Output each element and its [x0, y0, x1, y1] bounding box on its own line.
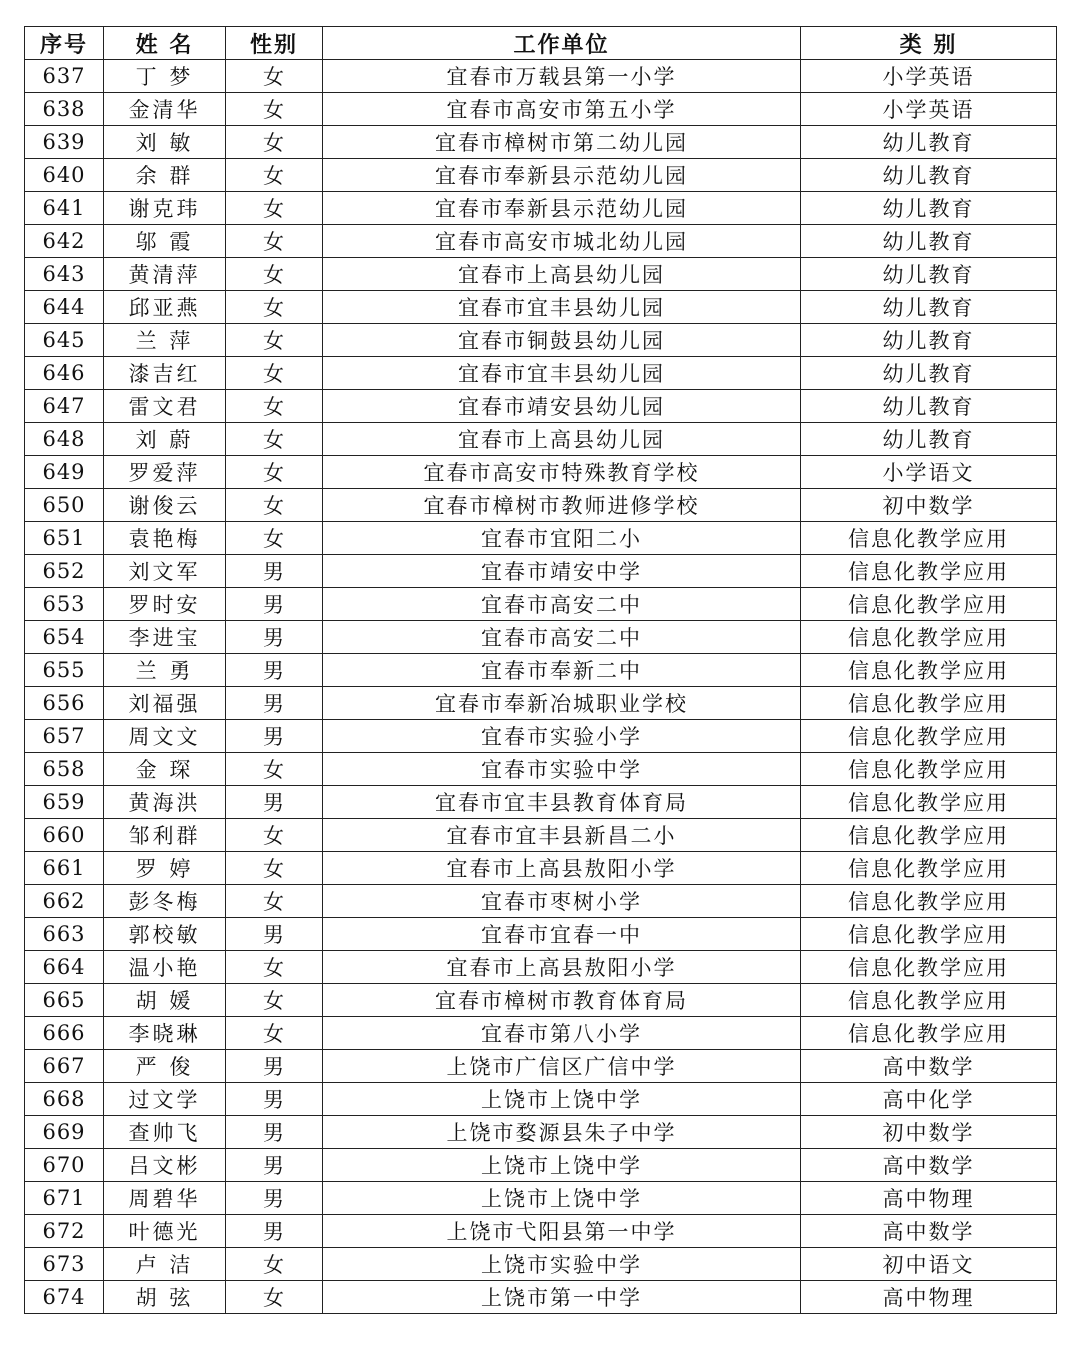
cell-gender: 男	[226, 918, 323, 951]
table-row	[25, 555, 1057, 588]
cell-name: 郭校敏	[104, 918, 226, 951]
cell-category: 幼儿教育	[801, 390, 1057, 423]
table-row	[25, 1083, 1057, 1116]
cell-category: 信息化教学应用	[801, 588, 1057, 621]
table-row	[25, 1248, 1057, 1281]
cell-name: 余 群	[104, 159, 226, 192]
cell-gender: 女	[226, 951, 323, 984]
cell-category: 高中化学	[801, 1083, 1057, 1116]
cell-no: 669	[25, 1116, 104, 1149]
cell-category: 高中数学	[801, 1050, 1057, 1083]
cell-no: 657	[25, 720, 104, 753]
cell-name: 刘 蔚	[104, 423, 226, 456]
cell-gender: 女	[226, 753, 323, 786]
cell-name: 吕文彬	[104, 1149, 226, 1182]
cell-name: 谢克玮	[104, 192, 226, 225]
cell-category: 幼儿教育	[801, 225, 1057, 258]
cell-category: 幼儿教育	[801, 423, 1057, 456]
cell-unit: 上饶市第一中学	[323, 1281, 801, 1314]
cell-category: 小学语文	[801, 456, 1057, 489]
cell-name: 袁艳梅	[104, 522, 226, 555]
cell-category: 高中物理	[801, 1281, 1057, 1314]
roster-table	[24, 26, 1057, 1314]
cell-name: 刘文军	[104, 555, 226, 588]
cell-gender: 女	[226, 885, 323, 918]
cell-gender: 男	[226, 588, 323, 621]
cell-category: 信息化教学应用	[801, 654, 1057, 687]
table-row	[25, 1182, 1057, 1215]
cell-gender: 男	[226, 1182, 323, 1215]
cell-gender: 男	[226, 1149, 323, 1182]
table-row	[25, 1116, 1057, 1149]
cell-unit: 上饶市弋阳县第一中学	[323, 1215, 801, 1248]
cell-category: 信息化教学应用	[801, 1017, 1057, 1050]
cell-no: 672	[25, 1215, 104, 1248]
cell-name: 邱亚燕	[104, 291, 226, 324]
cell-no: 639	[25, 126, 104, 159]
table-row	[25, 324, 1057, 357]
cell-no: 654	[25, 621, 104, 654]
cell-no: 660	[25, 819, 104, 852]
cell-no: 648	[25, 423, 104, 456]
cell-unit: 宜春市上高县敖阳小学	[323, 852, 801, 885]
cell-unit: 上饶市婺源县朱子中学	[323, 1116, 801, 1149]
cell-no: 641	[25, 192, 104, 225]
table-row	[25, 1017, 1057, 1050]
cell-no: 659	[25, 786, 104, 819]
table-row	[25, 1149, 1057, 1182]
cell-gender: 女	[226, 390, 323, 423]
cell-no: 650	[25, 489, 104, 522]
cell-gender: 女	[226, 159, 323, 192]
cell-category: 信息化教学应用	[801, 984, 1057, 1017]
table-row	[25, 489, 1057, 522]
cell-unit: 宜春市上高县幼儿园	[323, 423, 801, 456]
header-gender: 性别	[226, 27, 323, 60]
cell-name: 黄清萍	[104, 258, 226, 291]
cell-name: 过文学	[104, 1083, 226, 1116]
table-row	[25, 588, 1057, 621]
cell-gender: 女	[226, 522, 323, 555]
cell-gender: 女	[226, 291, 323, 324]
cell-no: 655	[25, 654, 104, 687]
table-row	[25, 753, 1057, 786]
table-row	[25, 522, 1057, 555]
cell-category: 信息化教学应用	[801, 786, 1057, 819]
cell-category: 信息化教学应用	[801, 555, 1057, 588]
cell-category: 信息化教学应用	[801, 852, 1057, 885]
cell-no: 653	[25, 588, 104, 621]
cell-gender: 男	[226, 1116, 323, 1149]
cell-unit: 宜春市宜阳二小	[323, 522, 801, 555]
table-row	[25, 621, 1057, 654]
table-row	[25, 1215, 1057, 1248]
cell-gender: 男	[226, 555, 323, 588]
cell-name: 胡 弦	[104, 1281, 226, 1314]
cell-name: 温小艳	[104, 951, 226, 984]
table-row	[25, 390, 1057, 423]
table-row	[25, 456, 1057, 489]
cell-name: 雷文君	[104, 390, 226, 423]
cell-no: 644	[25, 291, 104, 324]
cell-unit: 宜春市高安二中	[323, 588, 801, 621]
header-name: 姓 名	[104, 27, 226, 60]
cell-unit: 上饶市实验中学	[323, 1248, 801, 1281]
cell-gender: 男	[226, 786, 323, 819]
cell-name: 漆吉红	[104, 357, 226, 390]
cell-category: 信息化教学应用	[801, 951, 1057, 984]
cell-unit: 宜春市高安市城北幼儿园	[323, 225, 801, 258]
cell-category: 高中数学	[801, 1215, 1057, 1248]
cell-unit: 宜春市宜丰县新昌二小	[323, 819, 801, 852]
cell-unit: 宜春市高安市特殊教育学校	[323, 456, 801, 489]
cell-gender: 女	[226, 258, 323, 291]
cell-unit: 宜春市靖安县幼儿园	[323, 390, 801, 423]
cell-category: 幼儿教育	[801, 357, 1057, 390]
cell-gender: 女	[226, 984, 323, 1017]
cell-no: 661	[25, 852, 104, 885]
cell-category: 信息化教学应用	[801, 687, 1057, 720]
cell-unit: 宜春市上高县幼儿园	[323, 258, 801, 291]
cell-gender: 男	[226, 1050, 323, 1083]
header-category: 类 别	[801, 27, 1057, 60]
cell-no: 656	[25, 687, 104, 720]
cell-category: 小学英语	[801, 60, 1057, 93]
cell-unit: 宜春市奉新县示范幼儿园	[323, 192, 801, 225]
cell-no: 652	[25, 555, 104, 588]
cell-category: 幼儿教育	[801, 291, 1057, 324]
cell-category: 幼儿教育	[801, 159, 1057, 192]
table-row	[25, 951, 1057, 984]
table-row	[25, 1050, 1057, 1083]
cell-name: 李进宝	[104, 621, 226, 654]
cell-gender: 女	[226, 60, 323, 93]
cell-gender: 女	[226, 93, 323, 126]
header-unit: 工作单位	[323, 27, 801, 60]
cell-name: 周碧华	[104, 1182, 226, 1215]
cell-unit: 宜春市靖安中学	[323, 555, 801, 588]
cell-no: 651	[25, 522, 104, 555]
cell-name: 周文文	[104, 720, 226, 753]
cell-unit: 宜春市奉新县示范幼儿园	[323, 159, 801, 192]
cell-name: 查帅飞	[104, 1116, 226, 1149]
cell-name: 李晓琳	[104, 1017, 226, 1050]
cell-no: 643	[25, 258, 104, 291]
cell-gender: 女	[226, 456, 323, 489]
cell-name: 谢俊云	[104, 489, 226, 522]
cell-no: 637	[25, 60, 104, 93]
cell-gender: 男	[226, 1083, 323, 1116]
cell-unit: 宜春市樟树市第二幼儿园	[323, 126, 801, 159]
table-row	[25, 192, 1057, 225]
cell-unit: 上饶市广信区广信中学	[323, 1050, 801, 1083]
cell-category: 信息化教学应用	[801, 819, 1057, 852]
cell-category: 小学英语	[801, 93, 1057, 126]
cell-no: 664	[25, 951, 104, 984]
cell-unit: 宜春市樟树市教育体育局	[323, 984, 801, 1017]
cell-unit: 宜春市樟树市教师进修学校	[323, 489, 801, 522]
cell-name: 卢 洁	[104, 1248, 226, 1281]
cell-gender: 女	[226, 489, 323, 522]
cell-no: 647	[25, 390, 104, 423]
cell-unit: 宜春市实验小学	[323, 720, 801, 753]
table-row	[25, 357, 1057, 390]
table-row	[25, 852, 1057, 885]
cell-name: 彭冬梅	[104, 885, 226, 918]
cell-category: 高中数学	[801, 1149, 1057, 1182]
cell-category: 幼儿教育	[801, 192, 1057, 225]
cell-unit: 宜春市上高县敖阳小学	[323, 951, 801, 984]
cell-unit: 上饶市上饶中学	[323, 1182, 801, 1215]
cell-gender: 女	[226, 357, 323, 390]
cell-no: 671	[25, 1182, 104, 1215]
cell-name: 罗爱萍	[104, 456, 226, 489]
cell-name: 严 俊	[104, 1050, 226, 1083]
table-body	[25, 60, 1057, 1314]
cell-name: 黄海洪	[104, 786, 226, 819]
cell-category: 幼儿教育	[801, 324, 1057, 357]
cell-gender: 女	[226, 1248, 323, 1281]
cell-unit: 上饶市上饶中学	[323, 1083, 801, 1116]
cell-category: 幼儿教育	[801, 126, 1057, 159]
cell-name: 兰 萍	[104, 324, 226, 357]
cell-gender: 男	[226, 1215, 323, 1248]
cell-gender: 女	[226, 1281, 323, 1314]
cell-unit: 宜春市奉新二中	[323, 654, 801, 687]
cell-unit: 宜春市奉新冶城职业学校	[323, 687, 801, 720]
cell-name: 罗时安	[104, 588, 226, 621]
table-row	[25, 654, 1057, 687]
cell-category: 幼儿教育	[801, 258, 1057, 291]
cell-category: 信息化教学应用	[801, 720, 1057, 753]
cell-no: 662	[25, 885, 104, 918]
cell-gender: 女	[226, 423, 323, 456]
cell-unit: 宜春市铜鼓县幼儿园	[323, 324, 801, 357]
cell-no: 640	[25, 159, 104, 192]
cell-name: 刘福强	[104, 687, 226, 720]
cell-gender: 女	[226, 192, 323, 225]
table-row	[25, 819, 1057, 852]
cell-category: 初中数学	[801, 489, 1057, 522]
table-row	[25, 126, 1057, 159]
header-row	[25, 27, 1057, 60]
cell-name: 邹利群	[104, 819, 226, 852]
cell-category: 信息化教学应用	[801, 918, 1057, 951]
table-row	[25, 1281, 1057, 1314]
cell-unit: 宜春市第八小学	[323, 1017, 801, 1050]
cell-no: 668	[25, 1083, 104, 1116]
cell-gender: 男	[226, 720, 323, 753]
cell-no: 670	[25, 1149, 104, 1182]
cell-name: 叶德光	[104, 1215, 226, 1248]
cell-unit: 宜春市万载县第一小学	[323, 60, 801, 93]
table-row	[25, 423, 1057, 456]
cell-no: 673	[25, 1248, 104, 1281]
cell-gender: 女	[226, 819, 323, 852]
cell-name: 胡 媛	[104, 984, 226, 1017]
cell-unit: 宜春市宜丰县幼儿园	[323, 291, 801, 324]
cell-category: 信息化教学应用	[801, 522, 1057, 555]
header-no: 序号	[25, 27, 104, 60]
table-row	[25, 93, 1057, 126]
cell-category: 信息化教学应用	[801, 753, 1057, 786]
cell-category: 信息化教学应用	[801, 885, 1057, 918]
cell-name: 邬 霞	[104, 225, 226, 258]
cell-unit: 宜春市枣树小学	[323, 885, 801, 918]
table-header	[25, 27, 1057, 60]
cell-no: 645	[25, 324, 104, 357]
cell-no: 646	[25, 357, 104, 390]
cell-unit: 宜春市宜春一中	[323, 918, 801, 951]
cell-no: 658	[25, 753, 104, 786]
cell-no: 666	[25, 1017, 104, 1050]
table-row	[25, 984, 1057, 1017]
cell-unit: 上饶市上饶中学	[323, 1149, 801, 1182]
table-row	[25, 291, 1057, 324]
cell-no: 663	[25, 918, 104, 951]
table-row	[25, 786, 1057, 819]
cell-no: 642	[25, 225, 104, 258]
cell-unit: 宜春市高安二中	[323, 621, 801, 654]
cell-gender: 女	[226, 225, 323, 258]
cell-unit: 宜春市宜丰县幼儿园	[323, 357, 801, 390]
cell-category: 初中语文	[801, 1248, 1057, 1281]
table-row	[25, 258, 1057, 291]
cell-gender: 男	[226, 621, 323, 654]
cell-no: 674	[25, 1281, 104, 1314]
cell-gender: 女	[226, 852, 323, 885]
cell-no: 665	[25, 984, 104, 1017]
table-row	[25, 720, 1057, 753]
table-row	[25, 60, 1057, 93]
table-row	[25, 687, 1057, 720]
cell-no: 638	[25, 93, 104, 126]
cell-gender: 女	[226, 1017, 323, 1050]
cell-unit: 宜春市宜丰县教育体育局	[323, 786, 801, 819]
cell-unit: 宜春市高安市第五小学	[323, 93, 801, 126]
cell-gender: 女	[226, 324, 323, 357]
cell-category: 信息化教学应用	[801, 621, 1057, 654]
cell-name: 罗 婷	[104, 852, 226, 885]
table-row	[25, 159, 1057, 192]
cell-unit: 宜春市实验中学	[323, 753, 801, 786]
cell-gender: 男	[226, 654, 323, 687]
table-row	[25, 225, 1057, 258]
cell-category: 初中数学	[801, 1116, 1057, 1149]
cell-name: 金清华	[104, 93, 226, 126]
cell-name: 丁 梦	[104, 60, 226, 93]
cell-no: 667	[25, 1050, 104, 1083]
cell-name: 兰 勇	[104, 654, 226, 687]
cell-no: 649	[25, 456, 104, 489]
cell-category: 高中物理	[801, 1182, 1057, 1215]
cell-name: 刘 敏	[104, 126, 226, 159]
cell-gender: 男	[226, 687, 323, 720]
cell-gender: 女	[226, 126, 323, 159]
cell-name: 金 琛	[104, 753, 226, 786]
table-row	[25, 885, 1057, 918]
table-row	[25, 918, 1057, 951]
